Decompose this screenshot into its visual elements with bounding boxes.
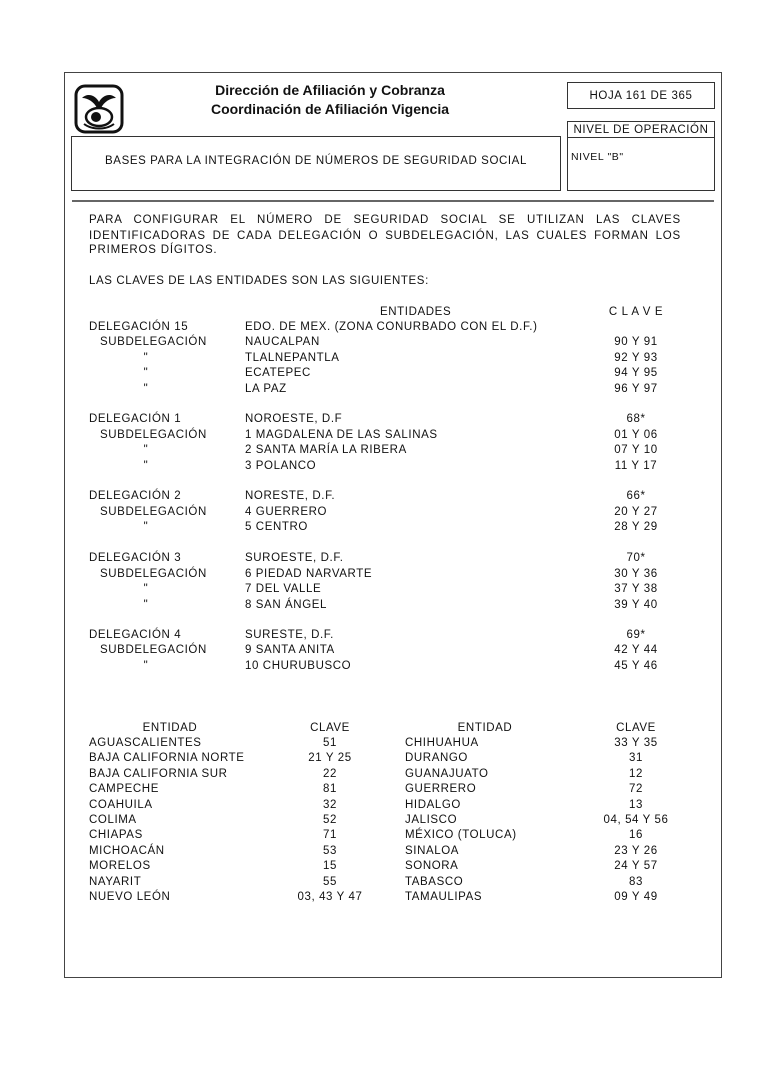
clave-value: 69*	[626, 629, 646, 641]
delegacion-label: DELEGACIÓN 3	[89, 552, 182, 564]
entidad-name: 6 PIEDAD NARVARTE	[245, 568, 373, 580]
entidad-name: TLALNEPANTLA	[245, 352, 340, 364]
estado-name: CHIHUAHUA	[405, 737, 479, 749]
estado-clave: 22	[323, 768, 337, 780]
estado-name: SONORA	[405, 860, 459, 872]
entidad-name: EDO. DE MEX. (ZONA CONURBADO CON EL D.F.)	[245, 321, 538, 333]
estado-name: JALISCO	[405, 814, 458, 826]
header-line-1: Dirección de Afiliación y Cobranza	[215, 82, 445, 98]
estado-clave: 33 Y 35	[614, 737, 658, 749]
entidad-name: ECATEPEC	[245, 367, 311, 379]
delegacion-label: "	[143, 583, 149, 595]
entidad-name: 3 POLANCO	[245, 460, 317, 472]
entidad-name: SURESTE, D.F.	[245, 629, 334, 641]
estado-clave: 12	[629, 768, 643, 780]
clave-value: 70*	[626, 552, 646, 564]
clave-value: 96 Y 97	[614, 383, 658, 395]
clave-value: 92 Y 93	[614, 352, 658, 364]
delegacion-label: DELEGACIÓN 15	[89, 321, 189, 333]
nivel-value: NIVEL "B"	[571, 151, 624, 163]
estado-clave: 83	[629, 876, 643, 888]
col-header-entidades: ENTIDADES	[380, 306, 452, 318]
clave-header-left: CLAVE	[310, 722, 350, 734]
estado-clave: 16	[629, 829, 643, 841]
hoja-box	[567, 82, 715, 109]
clave-value: 68*	[626, 413, 646, 425]
subject-title: BASES PARA LA INTEGRACIÓN DE NÚMEROS DE SEGURIDAD SOCIAL	[105, 155, 527, 167]
estado-name: MICHOACÁN	[89, 845, 165, 857]
delegacion-label: "	[143, 352, 149, 364]
estado-name: BAJA CALIFORNIA NORTE	[89, 752, 245, 764]
clave-value: 11 Y 17	[614, 460, 658, 472]
delegacion-label: SUBDELEGACIÓN	[100, 429, 207, 441]
delegacion-label: DELEGACIÓN 2	[89, 490, 182, 502]
delegacion-label: "	[143, 444, 149, 456]
divider	[72, 200, 714, 202]
estado-name: SINALOA	[405, 845, 460, 857]
clave-value: 42 Y 44	[614, 644, 658, 656]
entidad-name: 7 DEL VALLE	[245, 583, 322, 595]
estado-name: COAHUILA	[89, 799, 153, 811]
delegacion-label: "	[143, 660, 149, 672]
entidad-name: 5 CENTRO	[245, 521, 308, 533]
estado-clave: 81	[323, 783, 337, 795]
delegacion-label: DELEGACIÓN 1	[89, 413, 182, 425]
delegacion-label: SUBDELEGACIÓN	[100, 644, 207, 656]
estado-name: GUERRERO	[405, 783, 477, 795]
nivel-box	[567, 121, 715, 191]
estado-name: TAMAULIPAS	[405, 891, 483, 903]
estado-clave: 23 Y 26	[614, 845, 658, 857]
entidad-header-left: ENTIDAD	[142, 722, 198, 734]
delegacion-label: SUBDELEGACIÓN	[100, 506, 207, 518]
clave-header-right: CLAVE	[616, 722, 656, 734]
estado-name: NAYARIT	[89, 876, 142, 888]
header-line-2: Coordinación de Afiliación Vigencia	[210, 101, 450, 117]
entidad-name: 8 SAN ÁNGEL	[245, 599, 328, 611]
delegacion-label: "	[143, 367, 149, 379]
estado-name: AGUASCALIENTES	[89, 737, 202, 749]
clave-value: 01 Y 06	[614, 429, 658, 441]
estado-name: CHIAPAS	[89, 829, 143, 841]
entidad-name: NORESTE, D.F.	[245, 490, 336, 502]
entidad-name: NAUCALPAN	[245, 336, 320, 348]
estado-name: NUEVO LEÓN	[89, 891, 171, 903]
entidad-name: 4 GUERRERO	[245, 506, 328, 518]
entidad-name: SUROESTE, D.F.	[245, 552, 344, 564]
clave-value: 37 Y 38	[614, 583, 658, 595]
col-header-clave: C L A V E	[608, 306, 664, 318]
clave-value: 07 Y 10	[614, 444, 658, 456]
delegacion-label: "	[143, 599, 149, 611]
delegacion-label: SUBDELEGACIÓN	[100, 568, 207, 580]
imss-logo-icon	[74, 84, 124, 134]
estado-name: TABASCO	[405, 876, 464, 888]
entidad-header-right: ENTIDAD	[457, 722, 513, 734]
delegacion-label: "	[143, 521, 149, 533]
clave-value: 45 Y 46	[614, 660, 658, 672]
estado-clave: 09 Y 49	[614, 891, 658, 903]
subject-box	[71, 136, 561, 191]
estado-name: CAMPECHE	[89, 783, 159, 795]
clave-value: 30 Y 36	[614, 568, 658, 580]
estado-clave: 55	[323, 876, 337, 888]
entidad-name: NOROESTE, D.F	[245, 413, 343, 425]
intro-line-3: PRIMEROS DÍGITOS.	[89, 244, 218, 256]
clave-value: 28 Y 29	[614, 521, 658, 533]
estado-name: GUANAJUATO	[405, 768, 489, 780]
nivel-title: NIVEL DE OPERACIÓN	[573, 124, 709, 136]
clave-value: 90 Y 91	[614, 336, 658, 348]
estado-clave: 15	[323, 860, 337, 872]
clave-value: 66*	[626, 490, 646, 502]
delegacion-label: "	[143, 460, 149, 472]
estado-clave: 03, 43 Y 47	[297, 891, 363, 903]
estado-clave: 72	[629, 783, 643, 795]
entidad-name: 10 CHURUBUSCO	[245, 660, 352, 672]
estado-clave: 53	[323, 845, 337, 857]
delegacion-label: SUBDELEGACIÓN	[100, 336, 207, 348]
estado-name: MORELOS	[89, 860, 151, 872]
entidad-name: 9 SANTA ANITA	[245, 644, 335, 656]
entidad-name: 2 SANTA MARÍA LA RIBERA	[245, 444, 407, 456]
delegacion-label: "	[143, 383, 149, 395]
estado-clave: 32	[323, 799, 337, 811]
clave-value: 20 Y 27	[614, 506, 658, 518]
estado-name: BAJA CALIFORNIA SUR	[89, 768, 228, 780]
estado-clave: 31	[629, 752, 643, 764]
claves-intro: LAS CLAVES DE LAS ENTIDADES SON LAS SIGUIENTES:	[89, 275, 429, 287]
clave-value: 39 Y 40	[614, 599, 658, 611]
estado-clave: 51	[323, 737, 337, 749]
estado-name: COLIMA	[89, 814, 137, 826]
delegacion-label: DELEGACIÓN 4	[89, 629, 182, 641]
hoja-label: HOJA 161 DE 365	[589, 90, 693, 102]
estado-clave: 13	[629, 799, 643, 811]
intro-line-1: PARA CONFIGURAR EL NÚMERO DE SEGURIDAD SOCIAL SE UTILIZAN LAS CLAVES	[89, 214, 681, 226]
entidad-name: LA PAZ	[245, 383, 287, 395]
clave-value: 94 Y 95	[614, 367, 658, 379]
intro-line-2: IDENTIFICADORAS DE CADA DELEGACIÓN O SUBDELEGACIÓN, LAS CUALES FORMAN LOS	[89, 230, 681, 242]
entidad-name: 1 MAGDALENA DE LAS SALINAS	[245, 429, 438, 441]
estado-name: HIDALGO	[405, 799, 461, 811]
estado-clave: 21 Y 25	[308, 752, 352, 764]
estado-clave: 04, 54 Y 56	[603, 814, 669, 826]
estado-name: DURANGO	[405, 752, 468, 764]
estado-clave: 24 Y 57	[614, 860, 658, 872]
estado-clave: 71	[323, 829, 337, 841]
estado-name: MÉXICO (TOLUCA)	[405, 829, 517, 841]
estado-clave: 52	[323, 814, 337, 826]
